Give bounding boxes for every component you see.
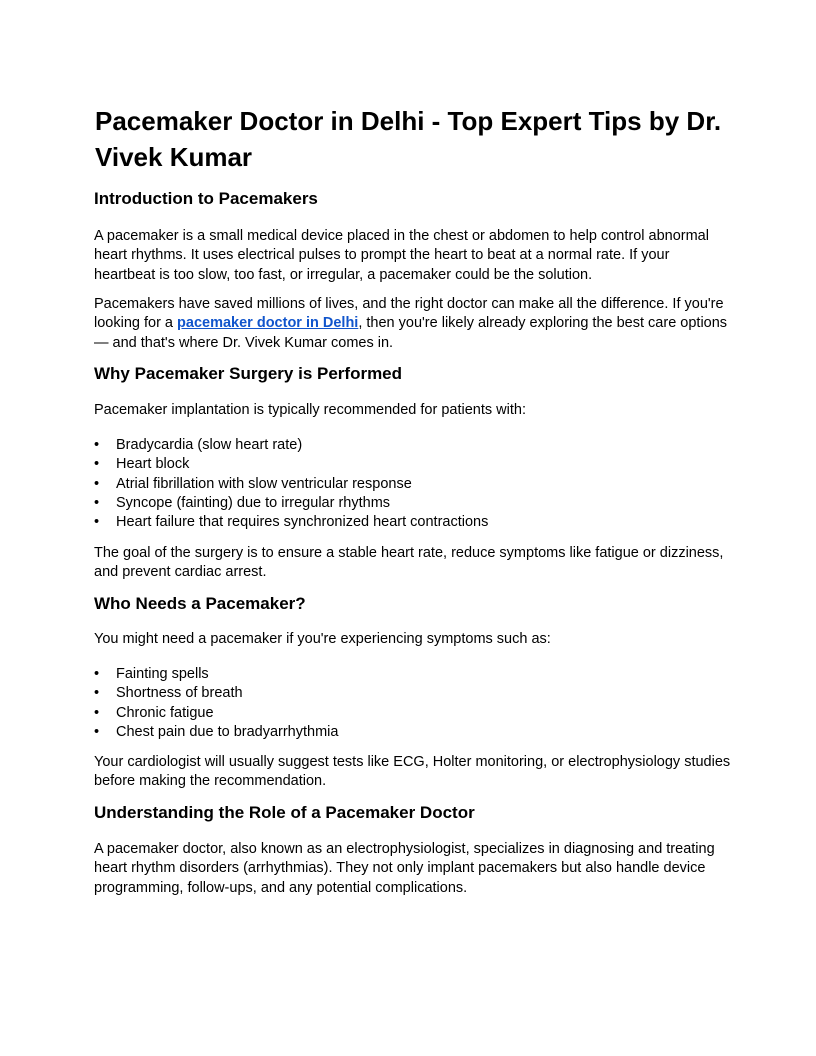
pacemaker-doctor-link[interactable]: pacemaker doctor in Delhi — [177, 315, 359, 332]
list-item: • Heart block — [94, 455, 488, 474]
why-surgery-intro: Pacemaker implantation is typically recommended for patients with: — [94, 402, 526, 418]
page-title: Pacemaker Doctor in Delhi - Top Expert Tips by Dr. Vivek Kumar — [95, 106, 722, 172]
list-item: • Fainting spells — [94, 665, 338, 684]
doctor-role-paragraph: A pacemaker doctor, also known as an electrophysiologist, specializes in diagnosing and treating heart rhythm disorders (arrhythmias). They not only implant pacemakers but also handle device programming, follow-ups, and any potential complications. — [94, 841, 715, 896]
why-surgery-outro: The goal of the surgery is to ensure a stable heart rate, reduce symptoms like fatigue or dizziness, and prevent cardiac arrest. — [94, 545, 724, 581]
section-heading-why-surgery: Why Pacemaker Surgery is Performed — [94, 364, 403, 383]
who-needs-intro: You might need a pacemaker if you're experiencing symptoms such as: — [94, 631, 551, 647]
intro-paragraph-link — [94, 295, 734, 353]
paragraph-text: , then you're likely already exploring the best care options — and that's where Dr. Vivek Kumar comes in. — [94, 315, 728, 351]
why-surgery-list — [94, 436, 488, 532]
who-needs-outro: Your cardiologist will usually suggest tests like ECG, Holter monitoring, or electrophysiology studies before making the recommendation. — [94, 754, 731, 790]
list-item: • Shortness of breath — [94, 684, 338, 703]
symptoms-list — [94, 665, 338, 742]
list-item: • Chronic fatigue — [94, 704, 338, 723]
list-item: • Atrial fibrillation with slow ventricular response — [94, 475, 488, 494]
paragraph-text: Pacemakers have saved millions of lives, and the right doctor can make all the difference. If you're looking for a — [94, 296, 724, 332]
list-item: • Syncope (fainting) due to irregular rhythms — [94, 494, 488, 513]
list-item: • Heart failure that requires synchronized heart contractions — [94, 513, 488, 532]
list-item: • Chest pain due to bradyarrhythmia — [94, 723, 338, 742]
section-heading-who-needs: Who Needs a Pacemaker? — [94, 594, 306, 613]
section-heading-introduction: Introduction to Pacemakers — [94, 189, 318, 208]
intro-paragraph: A pacemaker is a small medical device placed in the chest or abdomen to help control abnormal heart rhythms. It uses electrical pulses to prompt the heart to beat at a normal rate. If your heartbeat is too slow, too fast, or irregular, a pacemaker could be the solution. — [94, 228, 709, 283]
section-heading-doctor-role: Understanding the Role of a Pacemaker Doctor — [94, 803, 475, 822]
list-item: • Bradycardia (slow heart rate) — [94, 436, 488, 455]
